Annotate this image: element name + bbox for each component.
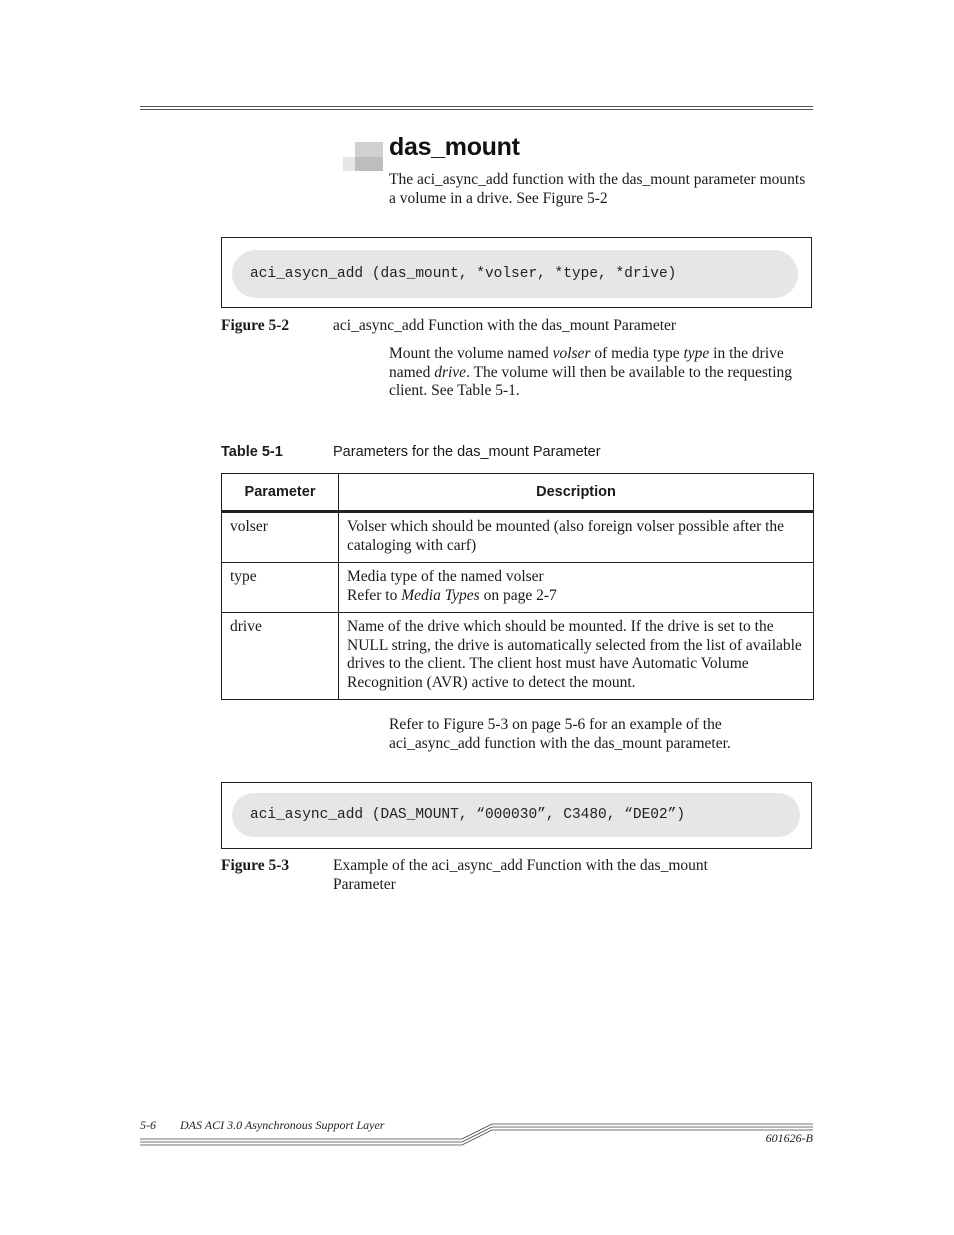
param-cell: volser	[222, 512, 339, 563]
figure-5-3-code-box	[221, 782, 812, 849]
figure-caption: Example of the aci_async_add Function with the das_mount Parameter	[333, 857, 708, 893]
parameters-table	[221, 473, 814, 700]
figure-label: Figure 5-2	[221, 317, 290, 334]
figure-label: Figure 5-3	[221, 857, 290, 874]
code-snippet: aci_async_add (DAS_MOUNT, “000030”, C3480, “DE02”)	[232, 793, 800, 837]
table-row	[222, 563, 814, 613]
intro-paragraph: The aci_async_add function with the das_mount parameter mounts a volume in a drive. See Figure 5-2	[389, 171, 806, 207]
table-row	[222, 512, 814, 563]
description-cell: Media type of the named volser Refer to Media Types on page 2-7	[339, 563, 814, 613]
term-type: type	[683, 345, 710, 362]
cross-reference-link[interactable]: Media Types	[401, 586, 480, 604]
page-title: das_mount	[389, 133, 520, 161]
term-volser: volser	[552, 345, 591, 362]
table-label: Table 5-1	[221, 444, 283, 460]
table-title: Parameters for the das_mount Parameter	[333, 444, 601, 460]
param-cell: type	[222, 563, 339, 613]
page-number: 5-6	[140, 1118, 156, 1132]
figure-5-2-code-box	[221, 237, 812, 308]
table-header-row	[222, 474, 814, 512]
heading-marker-icon	[343, 142, 383, 172]
header-rule	[140, 109, 813, 110]
refer-paragraph: Refer to Figure 5-3 on page 5-6 for an example of the aci_async_add function with the das_mount parameter.	[389, 716, 731, 752]
description-cell: Name of the drive which should be mounted. If the drive is set to the NULL string, the drive is automatically selected from the list of available drives to the client. The client host must have Automatic Volume Recognition (AVR) active to detect the mount.	[339, 613, 814, 700]
document-title: DAS ACI 3.0 Asynchronous Support Layer	[180, 1118, 385, 1132]
document-number: 601626-B	[765, 1131, 813, 1145]
table-row	[222, 613, 814, 700]
figure-caption: aci_async_add Function with the das_mount Parameter	[333, 317, 677, 334]
footer-left	[140, 1118, 384, 1133]
code-snippet: aci_asycn_add (das_mount, *volser, *type, *drive)	[232, 250, 798, 298]
term-drive: drive	[434, 363, 467, 381]
description-cell: Volser which should be mounted (also foreign volser possible after the cataloging with carf)	[339, 512, 814, 563]
param-cell: drive	[222, 613, 339, 700]
column-header-parameter: Parameter	[222, 474, 339, 512]
column-header-description: Description	[339, 474, 814, 512]
header-rule	[140, 106, 813, 107]
mount-paragraph: Mount the volume named volser of media type type in the drive named drive. The volume will then be available to the requesting client. See Table 5-1.	[389, 345, 793, 399]
